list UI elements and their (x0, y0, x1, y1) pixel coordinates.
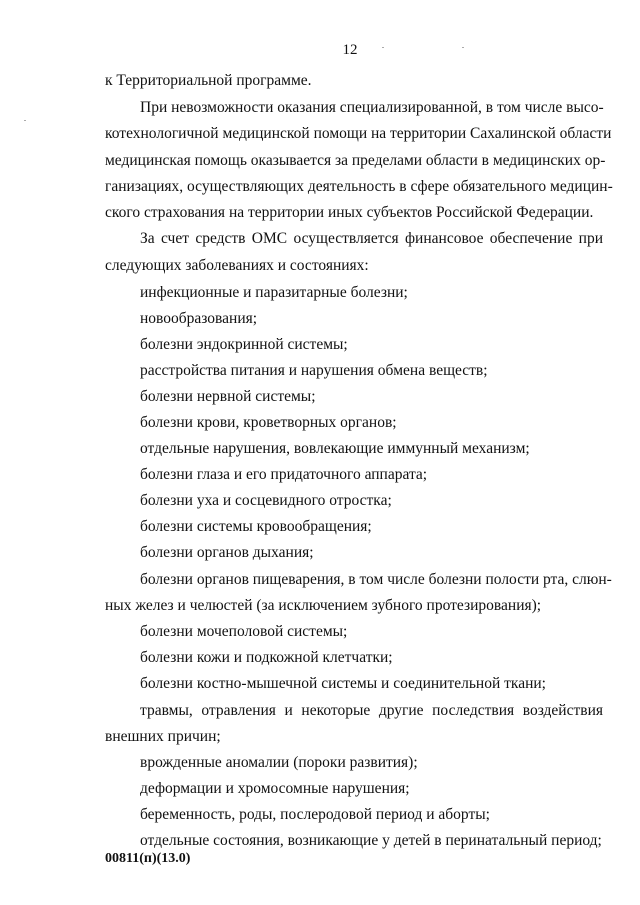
list-item: врожденные аномалии (пороки развития); (140, 754, 418, 771)
list-item: отдельные состояния, возникающие у детей в перинатальный период; (140, 832, 602, 849)
text-line: ганизациях, осуществляющих деятельность в сфере обязательного медицин- (105, 178, 613, 195)
list-item: болезни органов дыхания; (140, 544, 314, 561)
list-item: расстройства питания и нарушения обмена веществ; (140, 362, 488, 379)
list-item: болезни мочеполовой системы; (140, 623, 348, 640)
text-line: При невозможности оказания специализированной, в том числе высо- (140, 99, 604, 116)
text-line: медицинская помощь оказывается за пределами области в медицинских ор- (105, 152, 606, 169)
list-item: болезни уха и сосцевидного отростка; (140, 492, 392, 509)
list-item: болезни глаза и его придаточного аппарата; (140, 466, 428, 483)
scan-speck (382, 47, 384, 48)
list-item: деформации и хромосомные нарушения; (140, 780, 410, 797)
list-item: болезни эндокринной системы; (140, 336, 348, 353)
scan-speck (24, 120, 26, 121)
text-line: ского страхования на территории иных субъектов Российской Федерации. (105, 204, 594, 221)
list-item-continuation: внешних причин; (105, 728, 221, 745)
list-item: болезни крови, кроветворных органов; (140, 414, 397, 431)
text-line: котехнологичной медицинской помощи на территории Сахалинской области (105, 125, 612, 142)
list-item: болезни костно-мышечной системы и соединительной ткани; (140, 675, 546, 692)
text-line: следующих заболеваниях и состояниях: (105, 257, 369, 274)
list-item: болезни кожи и подкожной клетчатки; (140, 649, 393, 666)
list-item: отдельные нарушения, вовлекающие иммунный механизм; (140, 440, 530, 457)
page-number: 12 (342, 42, 358, 58)
text-line: За счет средств ОМС осуществляется финансовое обеспечение при (140, 230, 603, 247)
list-item: болезни нервной системы; (140, 388, 316, 405)
document-code: 00811(п)(13.0) (105, 851, 191, 866)
list-item-continuation: ных желез и челюстей (за исключением зубного протезирования); (105, 597, 542, 614)
text-line: к Территориальной программе. (105, 72, 312, 89)
list-item: новообразования; (140, 310, 258, 327)
scan-speck (462, 47, 464, 48)
list-item: беременность, роды, послеродовой период и аборты; (140, 806, 490, 823)
list-item: травмы, отравления и некоторые другие последствия воздействия (140, 702, 603, 719)
list-item: инфекционные и паразитарные болезни; (140, 284, 408, 301)
list-item: болезни органов пищеварения, в том числе болезни полости рта, слюн- (140, 571, 612, 588)
list-item: болезни системы кровообращения; (140, 518, 372, 535)
